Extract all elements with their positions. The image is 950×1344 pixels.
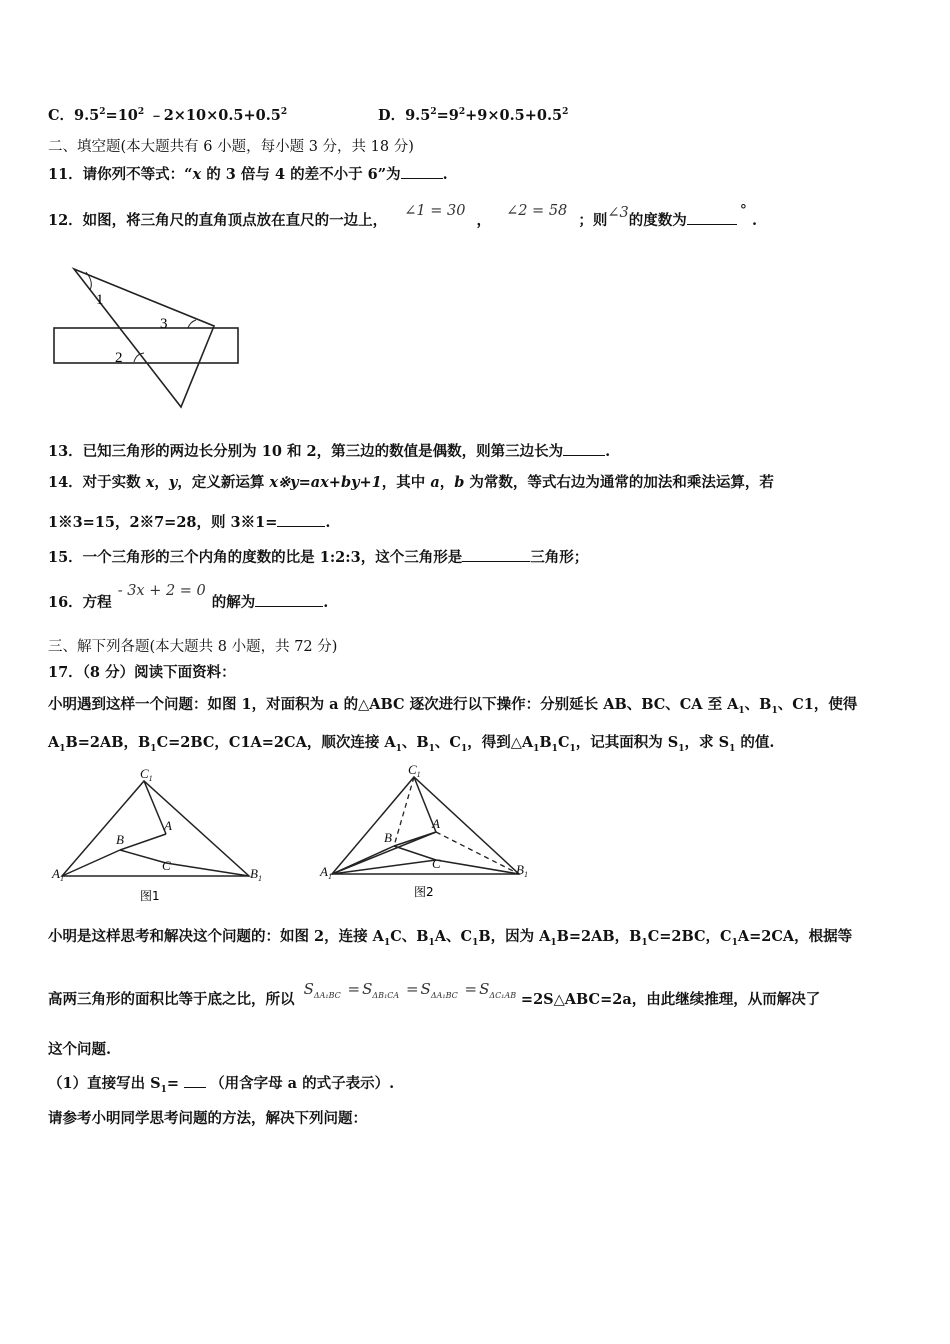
question-14-line-2: 1※3=15，2※7=28，则 3※1= . [48,514,331,531]
svg-text:A1: $A_1$ [320,864,332,881]
angle-1-formula: ∠1 = 30 [404,203,466,219]
option-c: C．$9.5^2=10^2$ $﹣2\times 10\times 0.5+0.5^2$ [48,106,288,124]
question-14-line-1: 14．对于实数 x，y，定义新运算 x※y=ax+by+1，其中 a，b 为常数，等式右边为通常的加法和乘法运算，若 [48,474,774,491]
section-3-title: 三、解下列各题(本大题共 8 小题，共 72 分) [48,639,338,655]
figure-2-caption: 图2 [414,885,434,899]
section-2-title: 二、填空题(本大题共有 6 小题，每小题 3 分，共 18 分) [48,139,414,155]
question-17-para-4: 高两三角形的面积比等于底之比，所以 $S_{\Delta A_1BC} = S_{\Delta B_1CA} = S_{\Delta A_1BC} = S_{\Delta C_1AB}$ =2S△ABC=2a，由此继续推理，从而解决了 [48,980,821,1008]
question-17-para-5: 这个问题. [48,1041,112,1058]
question-17-part-1: （1）直接写出 $S_1=$ （用含字母 a 的式子表示）. [48,1075,395,1095]
answer-blank [255,592,323,607]
angle-3-formula: ∠3 [607,205,629,221]
svg-text:C: C [432,856,441,871]
figure-1-caption: 图1 [140,889,160,903]
answer-blank [184,1073,206,1088]
question-17-head: 17．（8 分）阅读下面资料： [48,664,236,681]
equation: - 3x + 2 = 0 [117,583,206,599]
svg-text:A1: $A_1$ [52,866,64,883]
answer-blank [462,547,530,562]
angle-label-1: 1 [96,292,104,308]
answer-blank [687,210,737,225]
question-13: 13．已知三角形的两边长分别为 10 和 2，第三边的数值是偶数，则第三边长为 . [48,443,611,460]
svg-text:B1: $B_1$ [250,866,262,883]
area-equation: $S_{\Delta A_1BC} = S_{\Delta B_1CA} = S_{\Delta A_1BC} = S_{\Delta C_1AB}$ [303,980,517,1000]
question-17-para-7: 请参考小明同学思考问题的方法，解决下列问题： [48,1110,367,1127]
question-11: 11．请你列不等式：“x 的 3 倍与 4 的差不小于 6”为 . [48,166,448,183]
question-17-para-2: $A_1B=2AB$，$B_1C=2BC$，C1A=2CA，顺次连接 $A_1$、$B_1$、$C_1$，得到$\triangle A_1B_1C_1$，记其面积为 $S_1$，求 $S_1$ 的值. [48,734,775,754]
answer-blank [277,512,325,527]
figure-q12-ruler-triangle [48,262,248,412]
option-d: D．$9.5^2=9^2+9\times 0.5+0.5^2$ [378,106,569,124]
answer-blank [401,164,443,179]
angle-2-formula: ∠2 = 58 [506,203,568,219]
svg-text:C1: $C_1$ [140,766,153,783]
figure-1 [48,764,278,906]
question-17-para-3: 小明是这样思考和解决这个问题的：如图 2，连接 $A_1C$、$B_1A$、$C_1B$，因为 $A_1B=2AB$，$B_1C=2BC$，$C_1A=2CA$，根据等 [48,928,853,948]
angle-label-2: 2 [115,350,123,366]
question-12: 12．如图，将三角尺的直角顶点放在直尺的一边上， ∠1 = 30 ， ∠2 = 58 ；则∠3的度数为° . [48,203,758,229]
svg-text:B1: $B_1$ [516,862,528,879]
svg-text:C1: $C_1$ [408,762,421,779]
svg-text:B: B [384,830,392,845]
question-17-para-1: 小明遇到这样一个问题：如图 1，对面积为 a 的△ABC 逐次进行以下操作：分别延长 AB、BC、CA 至 $A_1$、$B_1$、C1，使得 [48,696,858,716]
svg-text:C: C [162,858,171,873]
answer-blank [563,441,605,456]
question-15: 15．一个三角形的三个内角的度数的比是 1:2:3，这个三角形是 三角形； [48,549,589,566]
angle-label-3: 3 [160,316,168,332]
figure-2 [318,762,538,906]
svg-text:A: A [164,818,172,833]
svg-text:A: A [432,816,440,831]
question-16: 16．方程- 3x + 2 = 0的解为 . [48,583,329,611]
svg-text:B: B [116,832,124,847]
set-square [74,269,214,407]
